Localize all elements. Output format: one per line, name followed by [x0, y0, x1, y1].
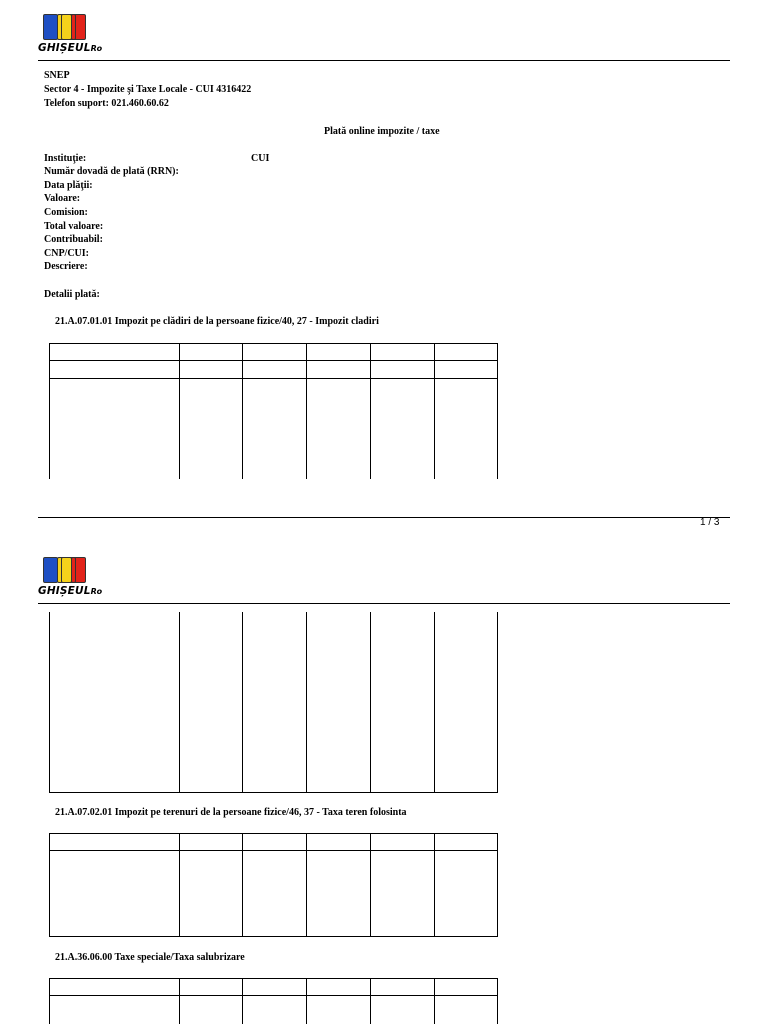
header-divider-page2 — [38, 603, 730, 604]
payment-table-1 — [49, 343, 498, 479]
field-cnp: CNP/CUI: — [44, 248, 89, 259]
field-cui: CUI — [251, 153, 270, 164]
logo-brand: GHIȘEULRo — [38, 42, 103, 54]
logo-brand: GHIȘEULRo — [38, 585, 103, 597]
details-label: Detalii plată: — [44, 289, 100, 300]
field-comision: Comision: — [44, 207, 88, 218]
payment-table-3 — [49, 978, 498, 1024]
field-data: Data plăţii: — [44, 180, 93, 191]
page-title: Plată online impozite / taxe — [324, 126, 440, 137]
section-title-1: 21.A.07.01.01 Impozit pe clădiri de la persoane fizice/40, 27 - Impozit cladiri — [55, 316, 379, 327]
section-title-3: 21.A.36.06.00 Taxe speciale/Taxa salubrizare — [55, 952, 245, 963]
field-valoare: Valoare: — [44, 193, 81, 204]
field-contribuabil: Contribuabil: — [44, 234, 103, 245]
header-divider — [38, 60, 730, 61]
flag-icon — [43, 557, 87, 583]
page-number: 1 / 3 — [700, 517, 720, 528]
ghiseul-logo — [38, 14, 108, 60]
field-total: Total valoare: — [44, 221, 104, 232]
payment-table-2 — [49, 833, 498, 937]
sector-line: Sector 4 - Impozite şi Taxe Locale - CUI 4316422 — [44, 84, 252, 95]
org-name: SNEP — [44, 70, 70, 81]
flag-icon — [43, 14, 87, 40]
field-institutie: Instituţie: — [44, 153, 87, 164]
page-divider — [38, 517, 730, 518]
ghiseul-logo-page2 — [38, 557, 108, 603]
payment-table-1-continued — [49, 612, 498, 793]
section-title-2: 21.A.07.02.01 Impozit pe terenuri de la persoane fizice/46, 37 - Taxa teren folosinta — [55, 807, 407, 818]
field-rrn: Număr dovadă de plată (RRN): — [44, 166, 179, 177]
phone-line: Telefon suport: 021.460.60.62 — [44, 98, 169, 109]
field-descriere: Descriere: — [44, 261, 88, 272]
